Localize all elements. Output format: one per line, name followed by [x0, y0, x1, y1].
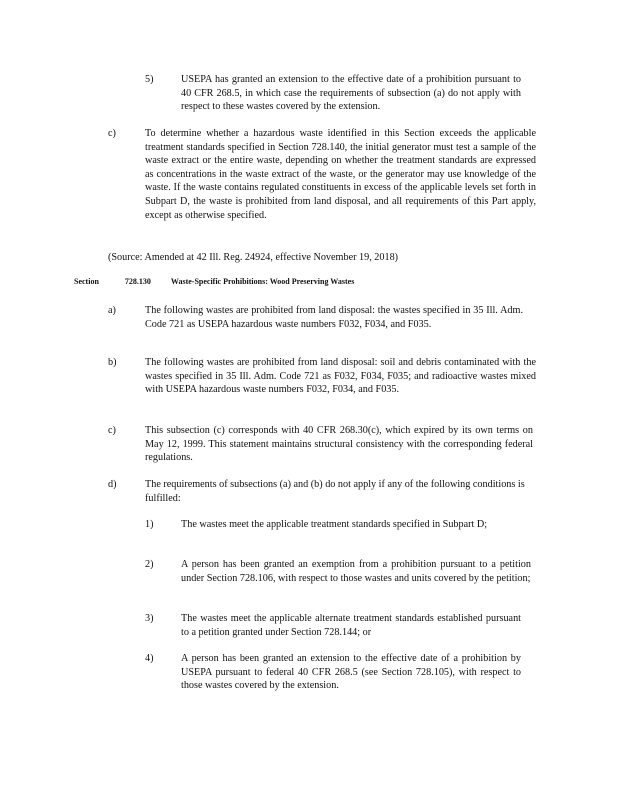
item-label-d1: 1)	[145, 519, 154, 530]
item-text-c: This subsection (c) corresponds with 40 CFR 268.30(c), which expired by its own terms on May 12, 1999. This statement maintains structural consistency with the corresponding federal regulations.	[145, 425, 533, 464]
item-label-5: 5)	[145, 74, 154, 85]
item-text-d2: A person has been granted an exemption from a prohibition pursuant to a petition under Section 728.106, with respect to those wastes and units covered by the petition;	[181, 559, 531, 584]
item-text-d4: A person has been granted an extension to the effective date of a prohibition by USEPA pursuant to federal 40 CFR 268.5 (see Section 728.105), with respect to those wastes covered by the extension.	[181, 653, 521, 692]
item-label-a: a)	[108, 305, 116, 316]
item-text-b: The following wastes are prohibited from land disposal: soil and debris contaminated with the wastes specified in 35 Ill. Adm. Code 721 as F032, F034, F035; and radioactive wastes mixed with USEPA hazardous waste numbers F032, F034, and F035.	[145, 357, 536, 396]
item-label-c-previous: c)	[108, 128, 116, 139]
item-text-5: USEPA has granted an extension to the effective date of a prohibition pursuant to 40 CFR 268.5, in which case the requirements of subsection (a) do not apply with respect to these wastes covered by the extension.	[181, 74, 521, 113]
item-label-c: c)	[108, 425, 116, 436]
item-label-d2: 2)	[145, 559, 154, 570]
item-text-d: The requirements of subsections (a) and (b) do not apply if any of the following conditions is fulfilled:	[145, 479, 525, 504]
item-text-d1: The wastes meet the applicable treatment standards specified in Subpart D;	[181, 519, 488, 530]
item-label-d: d)	[108, 479, 117, 490]
item-label-b: b)	[108, 357, 117, 368]
section-word: Section	[74, 277, 99, 286]
section-number: 728.130	[124, 277, 151, 286]
source-note: (Source: Amended at 42 Ill. Reg. 24924, effective November 19, 2018)	[108, 252, 399, 263]
section-title: Waste-Specific Prohibitions: Wood Preserving Wastes	[170, 277, 355, 286]
item-text-c-previous: To determine whether a hazardous waste identified in this Section exceeds the applicable treatment standards specified in Section 728.140, the initial generator must test a sample of the waste extract or the entire waste, depending on whether the treatment standards are expressed as concentrations in the waste extract of the waste, or the generator may use knowledge of the waste. If the waste contains regulated constituents in excess of the applicable levels set forth in Subpart D, the waste is prohibited from land disposal, and all requirements of this Part apply, except as otherwise specified.	[145, 128, 536, 221]
section-heading	[74, 277, 354, 286]
item-text-a: The following wastes are prohibited from land disposal: the wastes specified in 35 Ill. Adm. Code 721 as USEPA hazardous waste numbers F032, F034, and F035.	[145, 305, 523, 330]
item-label-d4: 4)	[145, 653, 154, 664]
item-label-d3: 3)	[145, 613, 154, 624]
item-text-d3: The wastes meet the applicable alternate treatment standards established pursuant to a petition granted under Section 728.144; or	[181, 613, 521, 638]
